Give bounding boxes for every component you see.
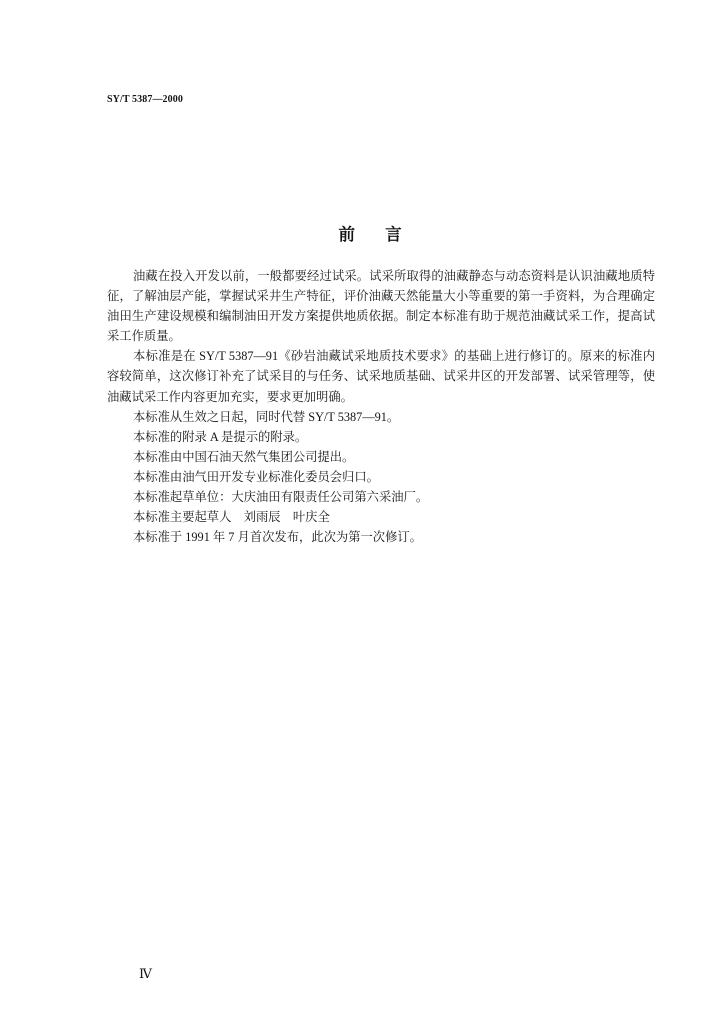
text-line: 本标准主要起草人 刘雨辰 叶庆全: [133, 510, 330, 525]
text-line: 本标准由中国石油天然气集团公司提出。: [133, 449, 355, 464]
text-line: 本标准由油气田开发专业标准化委员会归口。: [133, 469, 379, 484]
paragraph-effective-date: [107, 407, 655, 427]
standard-code-header: SY/T 5387—2000: [107, 94, 183, 105]
foreword-body: [107, 266, 655, 547]
paragraph-drafting-unit: [107, 487, 655, 507]
text-line: 征，了解油层产能，掌握试采井生产特征，评价油藏天然能量大小等重要的第一手资料，为合理确定: [107, 289, 655, 304]
page-number: Ⅳ: [139, 966, 152, 981]
text-line: 油田生产建设规模和编制油田开发方案提供地质依据。制定本标准有助于规范油藏试采工作，提高试: [107, 309, 655, 324]
paragraph-drafters: [107, 507, 655, 527]
paragraph-purpose: [107, 266, 655, 346]
text-line: 油藏试采工作内容更加充实，要求更加明确。: [107, 389, 353, 404]
text-line: 本标准从生效之日起，同时代替 SY/T 5387—91。: [133, 409, 400, 424]
text-line: 本标准起草单位：大庆油田有限责任公司第六采油厂。: [133, 490, 429, 505]
paragraph-appendix: [107, 427, 655, 447]
foreword-title: 前 言: [338, 225, 402, 244]
text-line: 本标准的附录 A 是提示的附录。: [133, 429, 308, 444]
text-line: 本标准是在 SY/T 5387—91《砂岩油藏试采地质技术要求》的基础上进行修订的。原来的标准内: [133, 349, 655, 364]
paragraph-committee: [107, 467, 655, 487]
text-line: 本标准于 1991 年 7 月首次发布，此次为第一次修订。: [133, 530, 422, 545]
text-line: 采工作质量。: [107, 329, 181, 344]
paragraph-proposer: [107, 447, 655, 467]
paragraph-publication-history: [107, 527, 655, 547]
text-line: 容较简单，这次修订补充了试采目的与任务、试采地质基础、试采井区的开发部署、试采管理等，使: [107, 369, 655, 384]
text-line: 油藏在投入开发以前，一般都要经过试采。试采所取得的油藏静态与动态资料是认识油藏地质特: [133, 269, 655, 283]
paragraph-revision: [107, 346, 655, 406]
